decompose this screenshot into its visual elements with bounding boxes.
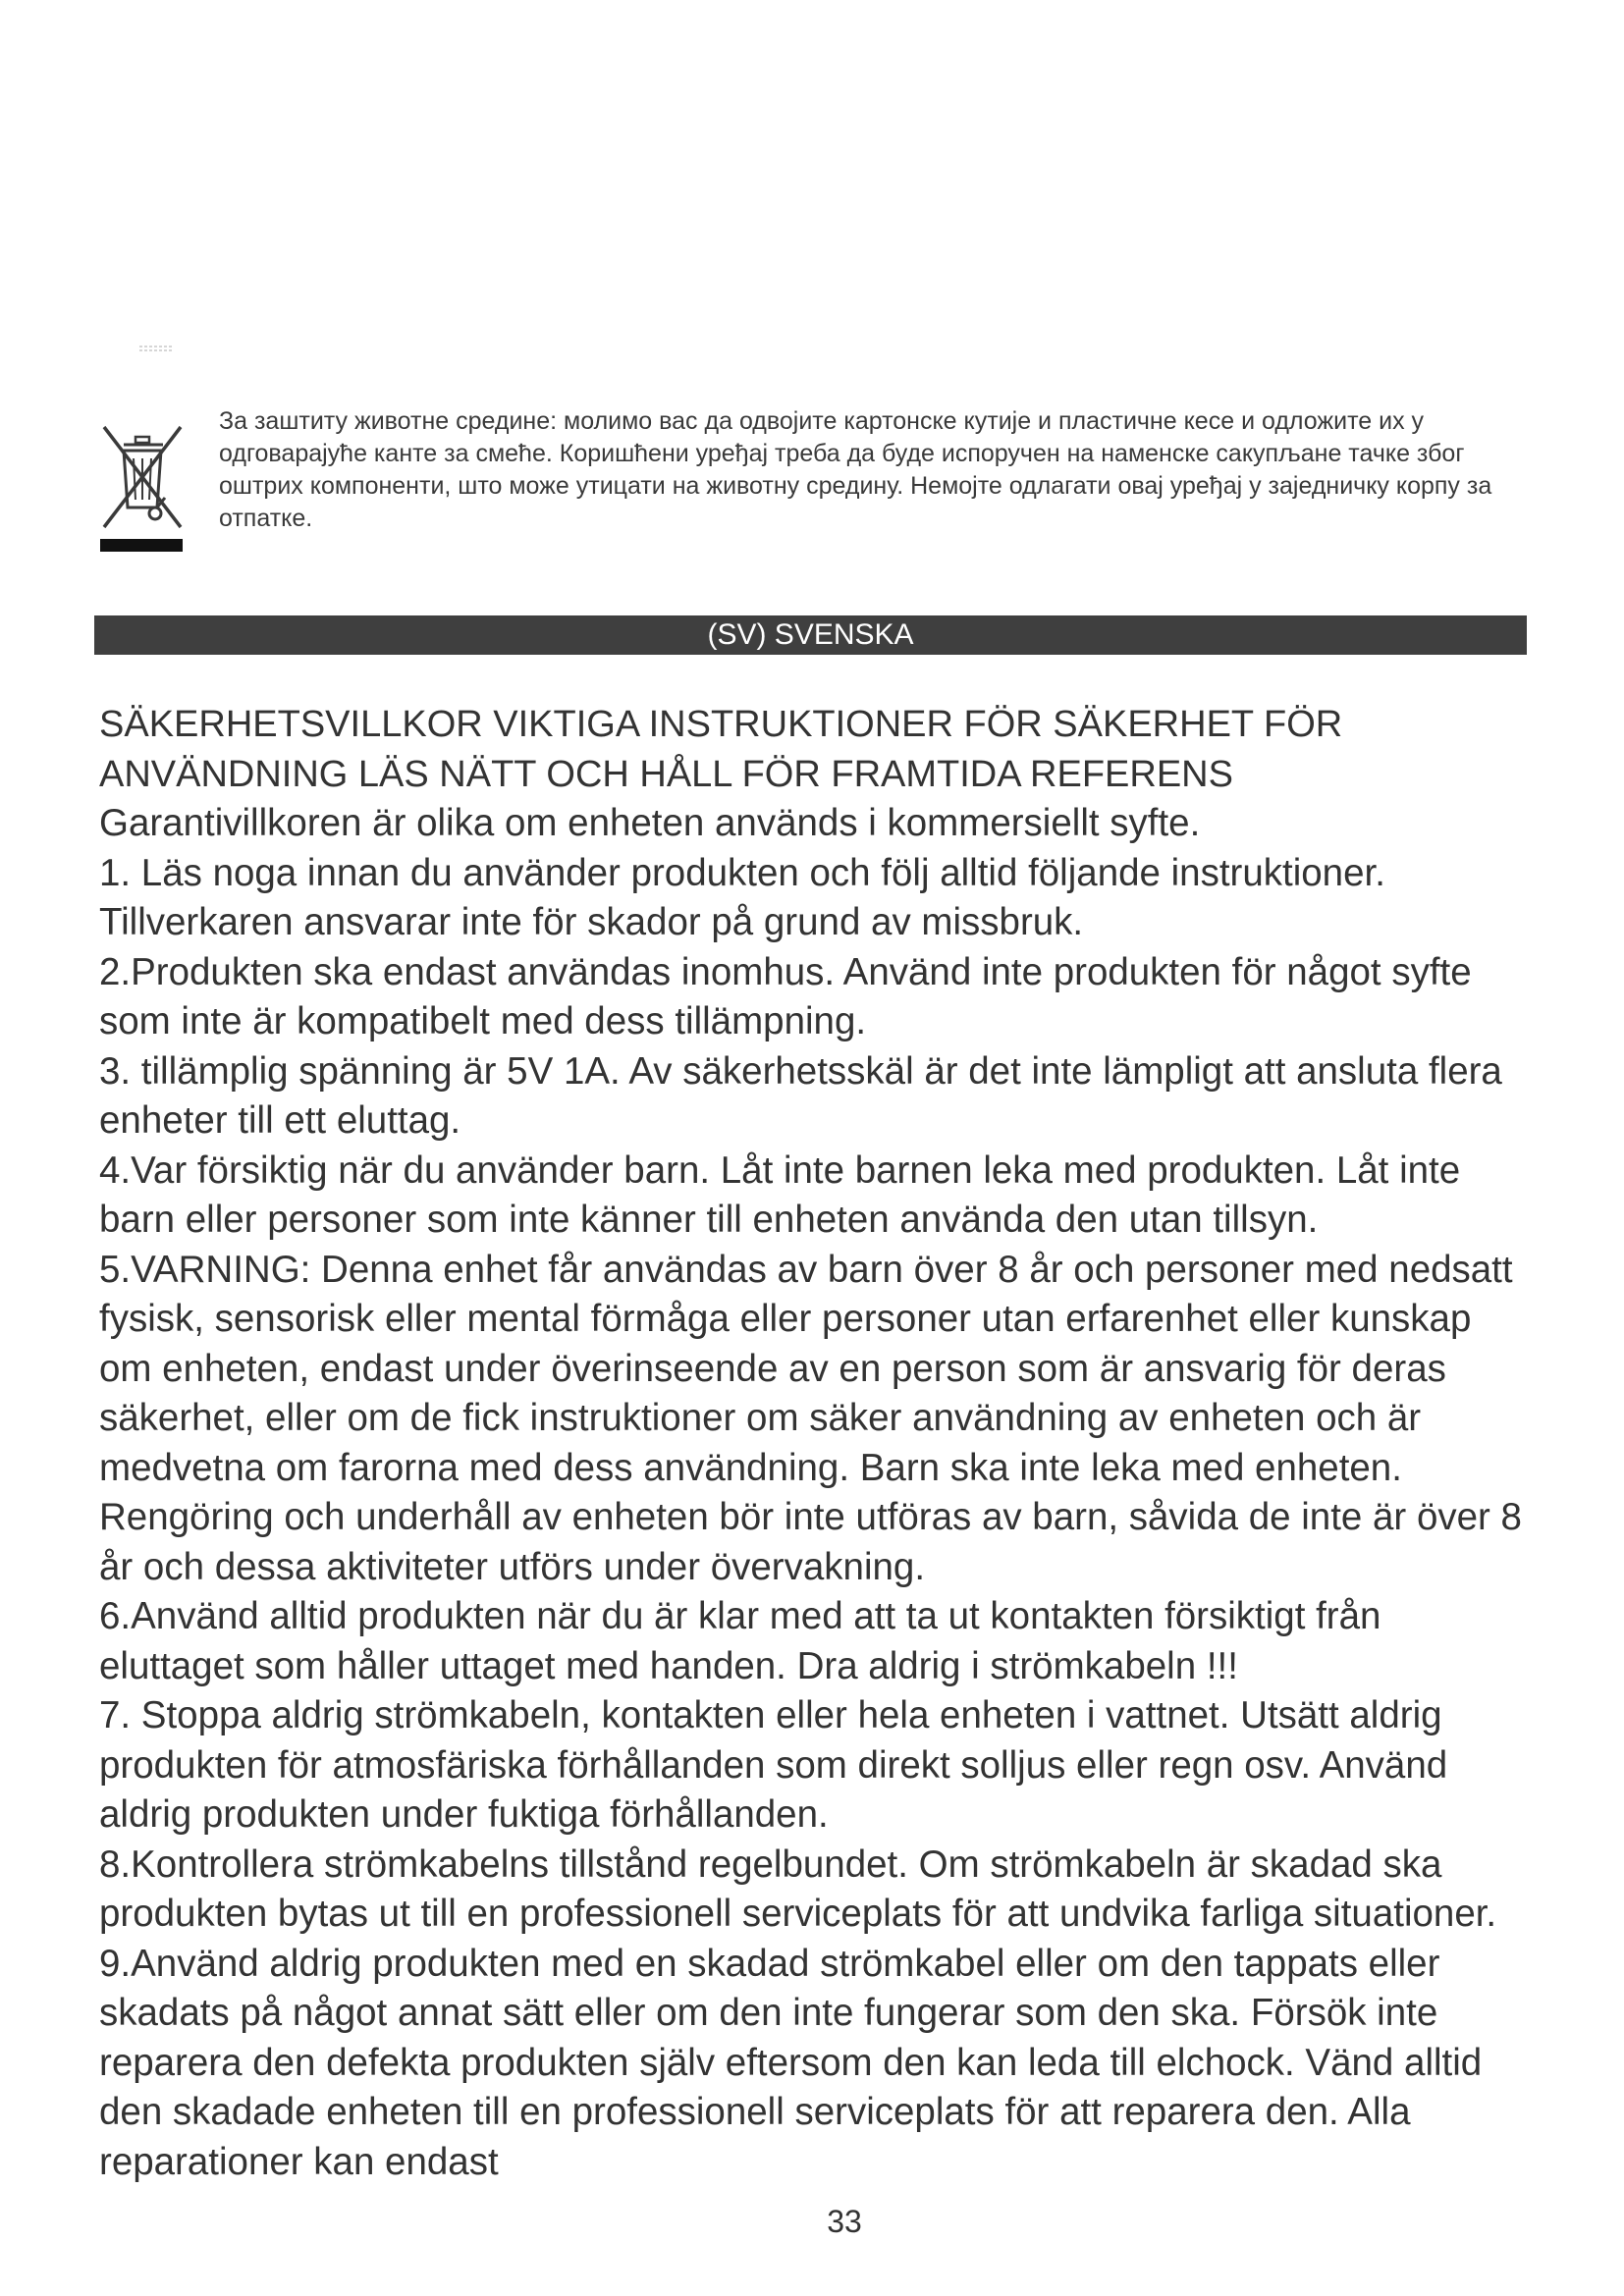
warranty-note: Garantivillkoren är olika om enheten används i kommersiellt syfte. <box>99 802 1201 844</box>
language-section-bar <box>94 615 1527 655</box>
instruction-item-6: 6.Använd alltid produkten när du är klar med att ta ut kontakten försiktigt från eluttaget som håller uttaget med handen. Dra aldrig i strömkabeln !!! <box>99 1595 1381 1687</box>
instruction-item-2: 2.Produkten ska endast användas inomhus. Använd inte produkten för något syfte som inte är kompatibelt med dess tillämpning. <box>99 950 1472 1042</box>
instruction-item-4: 4.Var försiktig när du använder barn. Låt inte barnen leka med produkten. Låt inte barn eller personer som inte känner till enheten använda den utan tillsyn. <box>99 1148 1461 1241</box>
environment-notice <box>219 405 1535 535</box>
instruction-item-8: 8.Kontrollera strömkabelns tillstånd regelbundet. Om strömkabeln är skadad ska produkten bytas ut till en professionell serviceplats för att undvika farliga situationer. <box>99 1842 1497 1935</box>
instruction-item-1: 1. Läs noga innan du använder produkten och följ alltid följande instruktioner. Tillverkaren ansvarar inte för skador på grund av missbruk. <box>99 851 1385 943</box>
language-label: (SV) SVENSKA <box>707 618 914 651</box>
instruction-item-3: 3. tillämplig spänning är 5V 1A. Av säkerhetsskäl är det inte lämpligt att ansluta flera enheter till ett eluttag. <box>99 1049 1502 1142</box>
safety-instructions <box>99 700 1533 2187</box>
instruction-item-7: 7. Stoppa aldrig strömkabeln, kontakten eller hela enheten i vattnet. Utsätt aldrig produkten för atmosfäriska förhållanden som direkt solljus eller regn osv. Använd aldrig produkten under fuktiga förhållanden. <box>99 1694 1448 1836</box>
page-number: 33 <box>827 2204 862 2239</box>
instruction-item-5: 5.VARNING: Denna enhet får användas av barn över 8 år och personer med nedsatt fysisk, sensorisk eller mental förmåga eller personer utan erfarenhet eller kunskap om enheten, endast under överinseende av en person som är ansvarig för deras säkerhet, eller om de fick instruktioner om säker användning av enheten och är medvetna om farorna med dess användning. Barn ska inte leka med enheten. Rengöring och underhåll av enheten bör inte utföras av barn, såvida de inte är över 8 år och dessa aktiviteter utförs under övervakning. <box>99 1248 1522 1588</box>
safety-heading: SÄKERHETSVILLKOR VIKTIGA INSTRUKTIONER FÖR SÄKERHET FÖR ANVÄNDNING LÄS NÄTT OCH HÅLL FÖR FRAMTIDA REFERENS <box>99 704 1343 795</box>
instruction-item-9: 9.Använd aldrig produkten med en skadad strömkabel eller om den tappats eller skadats på något annat sätt eller om den inte fungerar som den ska. Försök inte reparera den defekta produkten själv eftersom den kan leda till elchock. Vänd alltid den skadade enheten till en professionell serviceplats för att reparera den. Alla reparationer kan endast <box>99 1942 1483 2183</box>
environment-notice-text: За заштиту животне средине: молимо вас да одвојите картонске кутије и пластичне кесе и одложите их у одговарајуће канте за смеће. Коришћени уређај треба да буде испоручен на наменске сакупљане тачке због оштрих компоненти, што може утицати на животну средину. Немојте одлагати овај уређај у заједничку корпу за отпатке. <box>219 407 1492 532</box>
crossed-out-wheelie-bin-icon <box>94 417 189 555</box>
scan-mark <box>139 346 173 351</box>
